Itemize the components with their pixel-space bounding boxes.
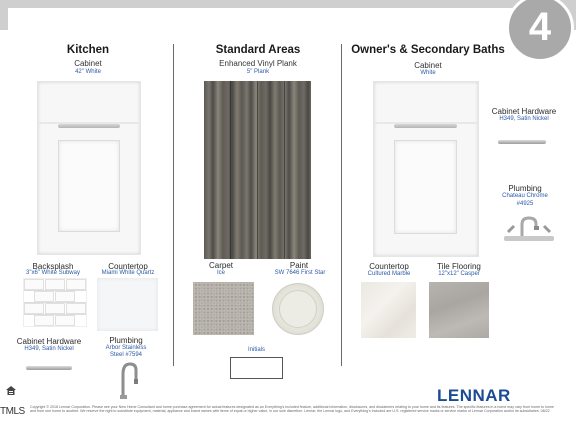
flooring-label: Enhanced Vinyl Plank — [219, 59, 297, 68]
kitchen-faucet-image — [115, 360, 141, 400]
initials-field[interactable] — [230, 357, 283, 379]
subway-tile — [24, 279, 44, 290]
bath-cabinet-value: White — [420, 70, 436, 76]
subway-tile — [66, 279, 86, 290]
backsplash-swatch — [23, 278, 87, 327]
cabinet-pull — [58, 124, 120, 128]
subway-tile — [45, 279, 65, 290]
mls-watermark: TMLS — [0, 406, 25, 417]
kitchen-countertop-label: Countertop — [108, 262, 148, 271]
backsplash-label: Backsplash — [32, 262, 74, 271]
kitchen-cabinet-door — [37, 81, 141, 255]
carpet-label: Carpet — [208, 261, 233, 270]
cabinet-pull — [394, 124, 457, 128]
plank-seam — [230, 81, 231, 259]
bath-plumbing-value-1: Chateau Chrome — [502, 193, 548, 199]
bath-hardware-value: H349, Satin Nickel — [499, 116, 549, 122]
choice-number: 4 — [528, 5, 552, 49]
kitchen-plumbing-label: Plumbing — [109, 336, 143, 345]
kitchen-cabinet-label: Cabinet — [74, 59, 102, 68]
subway-tile — [55, 315, 75, 326]
kitchen-plumbing-value-1: Arbor Stainless — [105, 345, 147, 351]
kitchen-countertop-value: Miami White Quartz — [101, 270, 155, 276]
choice-label: CHOICE — [441, 9, 507, 26]
plank-seam — [284, 81, 285, 259]
carpet-swatch — [193, 282, 254, 335]
plank-seam — [257, 81, 258, 259]
cultured-marble-swatch — [361, 282, 416, 338]
kitchen-hardware-value: H349, Satin Nickel — [24, 346, 74, 352]
kitchen-plumbing-value-2: Steel #7594 — [109, 352, 143, 358]
cabinet-panel — [58, 140, 120, 232]
bath-faucet-image — [502, 212, 556, 246]
paint-can-lid — [279, 290, 317, 328]
bath-plumbing-label: Plumbing — [508, 184, 542, 193]
vinyl-plank-swatch — [204, 81, 311, 259]
subway-tile — [66, 303, 86, 314]
bath-countertop-label: Countertop — [369, 262, 409, 271]
paint-value: SW 7646 First Star — [274, 270, 326, 276]
legal-disclaimer: Copyright © 2018 Lennar Corporation. Please see your New Home Consultant and home purchase agreement for actual features designated as an Everything's Included feature, additional information, disclosures, and disclaimers relating to your home and its features. The specific features in a home may vary from home to home and from one home to another. We reserve the right to substitute equipment, material, appliance and brand names with items of equal or higher value, in our sole discretion. Lennar, the Lennar logo, and Everything's Included are U.S. registered service marks or service marks of Lennar Corporation and/or its subsidiaries. 08/22 — [30, 405, 555, 414]
equal-housing-icon — [6, 386, 16, 395]
baths-title: Owner's & Secondary Baths — [351, 44, 505, 56]
choice-badge — [506, 0, 574, 62]
paint-swatch — [272, 283, 324, 335]
flooring-value: 5" Plank — [246, 69, 270, 75]
tile-flooring-label: Tile Flooring — [437, 262, 481, 271]
tile-flooring-value: 12"x12" Casper — [438, 271, 480, 277]
paint-label: Paint — [289, 261, 309, 270]
cabinet-panel — [394, 140, 457, 234]
column-divider — [341, 44, 342, 366]
subway-tile — [34, 291, 54, 302]
kitchen-hardware-label: Cabinet Hardware — [16, 337, 82, 346]
bath-plumbing-value-2: #4925 — [516, 201, 534, 207]
subway-tile — [55, 291, 75, 302]
backsplash-value: 3"x6" White Subway — [26, 270, 80, 276]
column-divider — [173, 44, 174, 366]
bath-hardware-pull — [498, 140, 546, 144]
kitchen-cabinet-value: 42" White — [75, 69, 101, 75]
subway-tile — [24, 303, 44, 314]
subway-tile — [34, 315, 54, 326]
initials-label: Initials — [247, 347, 265, 353]
bath-cabinet-door — [373, 81, 479, 257]
standard-title: Standard Areas — [215, 44, 301, 56]
bath-hardware-label: Cabinet Hardware — [491, 107, 557, 116]
bath-cabinet-label: Cabinet — [414, 61, 442, 70]
quartz-swatch — [97, 278, 158, 331]
subway-tile — [45, 303, 65, 314]
bath-countertop-value: Cultured Marble — [367, 271, 411, 277]
tile-swatch — [429, 282, 489, 338]
kitchen-hardware-pull — [26, 366, 72, 370]
carpet-value: Ice — [216, 270, 225, 276]
lennar-logo: LENNAR — [437, 386, 511, 405]
kitchen-title: Kitchen — [66, 44, 110, 56]
